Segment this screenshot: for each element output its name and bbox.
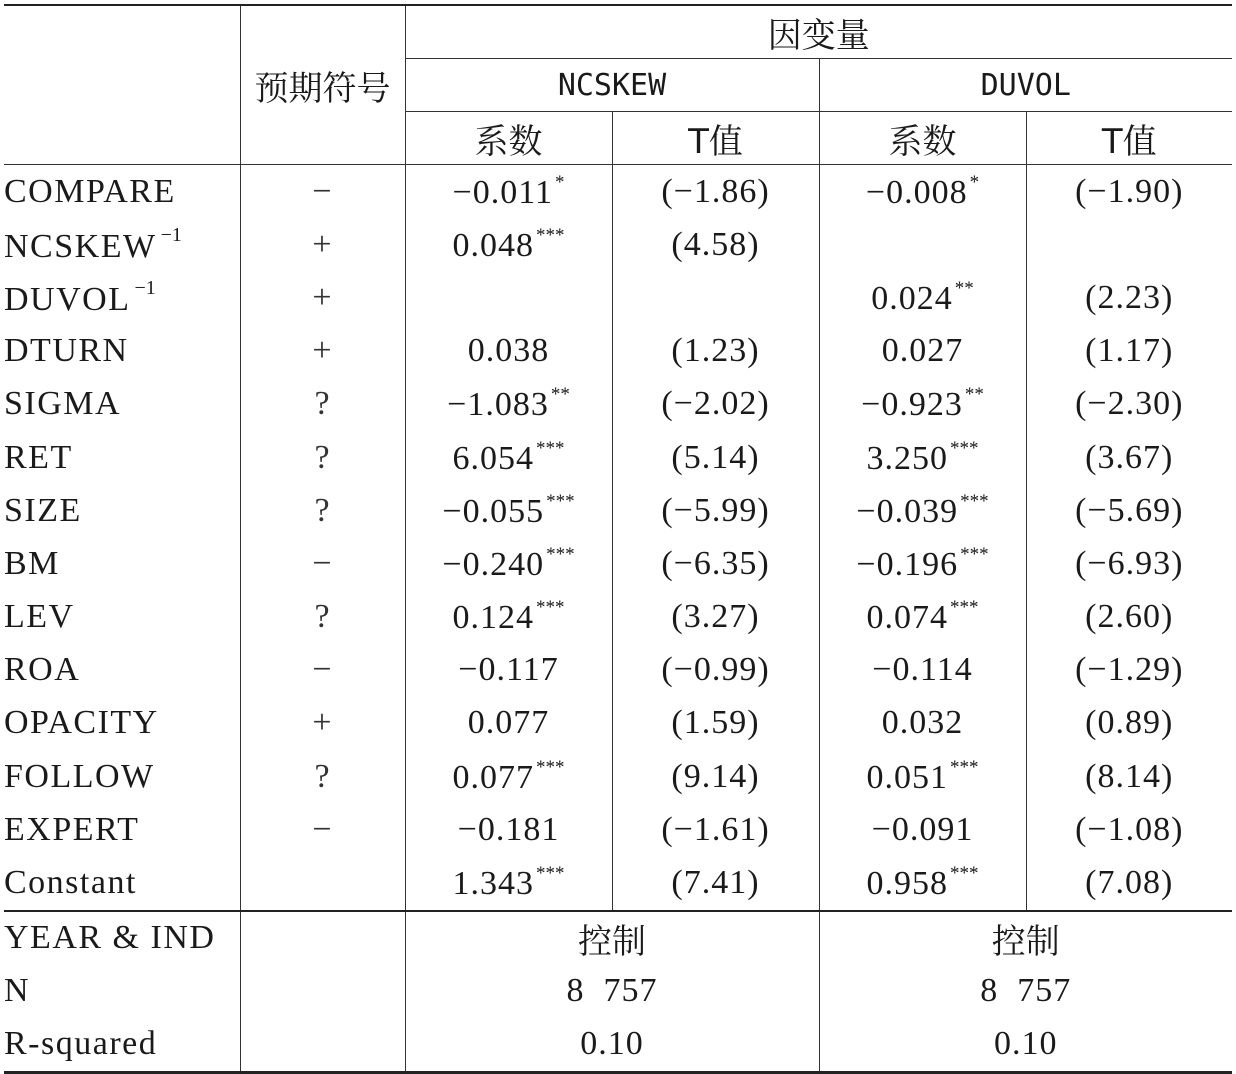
expected-sign-cell: + [240, 218, 405, 271]
coef-value: 0.038 [467, 332, 550, 370]
table-row [4, 325, 1232, 378]
coef-cell-ncskew [405, 803, 612, 856]
table-row [4, 218, 1232, 271]
expected-sign-cell: + [240, 697, 405, 750]
summary-value-duvol: 8 757 [819, 965, 1232, 1018]
summary-label: YEAR & IND [4, 911, 240, 965]
significance-stars: *** [950, 597, 979, 619]
expected-sign-cell: ? [240, 750, 405, 803]
table-row [4, 537, 1232, 590]
coef-cell-duvol [819, 165, 1026, 219]
variable-name-cell [4, 165, 240, 219]
variable-name-cell [4, 378, 240, 431]
t-value-cell-duvol: (3.67) [1026, 431, 1232, 484]
coef-value: 0.077 [467, 704, 550, 742]
table-row [4, 271, 1232, 324]
summary-value-ncskew: 控制 [405, 911, 819, 965]
summary-value-duvol: 控制 [819, 911, 1232, 965]
summary-row [4, 965, 1232, 1018]
coef-cell-ncskew [405, 591, 612, 644]
coef-cell-duvol [819, 218, 1026, 271]
t-value-cell-ncskew: (−5.99) [612, 484, 819, 537]
table-row [4, 591, 1232, 644]
t-value-cell-ncskew [612, 271, 819, 324]
summary-sign-cell [240, 1018, 405, 1073]
table-row [4, 803, 1232, 856]
coef-cell-duvol [819, 750, 1026, 803]
model-header-duvol: DUVOL [819, 59, 1232, 112]
variable-name-cell [4, 803, 240, 856]
coef-value: 0.048 [452, 226, 534, 264]
summary-value-ncskew: 0.10 [405, 1018, 819, 1073]
t-value-cell-ncskew: (−1.86) [612, 165, 819, 219]
header-corner-cell [4, 5, 240, 165]
t-value-cell-duvol: (2.23) [1026, 271, 1232, 324]
table-row [4, 750, 1232, 803]
expected-sign-cell: − [240, 803, 405, 856]
t-value-cell-ncskew: (−1.61) [612, 803, 819, 856]
coef-header-ncskew: 系数 [405, 112, 612, 165]
significance-stars: *** [950, 437, 979, 459]
coef-value: −0.039 [856, 492, 959, 530]
table-row [4, 378, 1232, 431]
t-value-cell-duvol: (7.08) [1026, 856, 1232, 910]
coef-cell-duvol [819, 431, 1026, 484]
variable-name-cell [4, 697, 240, 750]
t-value-cell-ncskew: (1.23) [612, 325, 819, 378]
t-value-cell-duvol: (1.17) [1026, 325, 1232, 378]
coef-value: 0.032 [881, 704, 964, 742]
variable-name: EXPERT [4, 810, 140, 848]
coef-value: −0.055 [442, 492, 545, 530]
summary-sign-cell [240, 911, 405, 965]
coef-value: −0.240 [442, 545, 545, 583]
expected-sign-cell: − [240, 644, 405, 697]
coefficient-rows [4, 165, 1232, 911]
expected-sign-cell: + [240, 325, 405, 378]
variable-name-cell [4, 218, 240, 271]
variable-name-cell [4, 537, 240, 590]
expected-sign-cell: − [240, 165, 405, 219]
t-value-cell-duvol: (−1.29) [1026, 644, 1232, 697]
variable-name: NCSKEW [4, 227, 157, 265]
expected-sign-cell: + [240, 271, 405, 324]
coef-value: −0.181 [457, 810, 560, 848]
expected-sign-cell: ? [240, 378, 405, 431]
significance-stars: *** [536, 756, 565, 778]
coef-value: −0.196 [856, 545, 959, 583]
coef-value: −0.923 [861, 386, 963, 424]
table-row [4, 644, 1232, 697]
variable-name: Constant [4, 864, 137, 902]
coef-value: 0.077 [452, 758, 534, 796]
t-value-cell-ncskew: (−2.02) [612, 378, 819, 431]
summary-label: N [4, 972, 31, 1010]
variable-name: SIZE [4, 491, 82, 529]
t-value-cell-ncskew: (−6.35) [612, 537, 819, 590]
coef-cell-duvol [819, 271, 1026, 324]
expected-sign-header: 预期符号 [240, 5, 405, 165]
expected-sign-cell [240, 856, 405, 910]
t-value-cell-ncskew: (3.27) [612, 591, 819, 644]
expected-sign-cell: ? [240, 591, 405, 644]
coef-value: 0.124 [452, 599, 534, 637]
coef-value: −0.114 [872, 651, 973, 689]
variable-name-cell [4, 644, 240, 697]
variable-name-cell [4, 750, 240, 803]
t-value-cell-duvol [1026, 218, 1232, 271]
coef-value: 1.343 [452, 865, 534, 903]
coef-cell-duvol [819, 591, 1026, 644]
variable-name: DTURN [4, 332, 129, 370]
expected-sign-cell: ? [240, 431, 405, 484]
coef-cell-ncskew [405, 431, 612, 484]
summary-row [4, 911, 1232, 965]
summary-value-duvol: 0.10 [819, 1018, 1232, 1073]
lag-superscript: −1 [160, 223, 182, 246]
variable-name: SIGMA [4, 385, 122, 423]
table-row [4, 431, 1232, 484]
t-value-cell-ncskew: (4.58) [612, 218, 819, 271]
variable-name-cell [4, 484, 240, 537]
coef-cell-duvol [819, 537, 1026, 590]
summary-sign-cell [240, 965, 405, 1018]
t-value-cell-duvol: (0.89) [1026, 697, 1232, 750]
coef-value: 0.051 [866, 758, 948, 796]
coef-cell-ncskew [405, 378, 612, 431]
coef-value: 0.027 [881, 332, 964, 370]
t-value-cell-duvol: (−6.93) [1026, 537, 1232, 590]
summary-row [4, 1018, 1232, 1073]
t-header-duvol: T值 [1026, 112, 1232, 165]
significance-stars: *** [960, 543, 989, 565]
t-value-cell-duvol: (−1.08) [1026, 803, 1232, 856]
coef-value: 0.074 [866, 599, 948, 637]
table-row [4, 484, 1232, 537]
regression-table [4, 4, 1232, 1074]
significance-stars: *** [950, 756, 979, 778]
significance-stars: ** [964, 384, 984, 406]
variable-name: FOLLOW [4, 757, 155, 795]
variable-name: DUVOL [4, 280, 131, 318]
t-value-cell-duvol: (−1.90) [1026, 165, 1232, 219]
t-value-cell-ncskew: (1.59) [612, 697, 819, 750]
t-value-cell-duvol: (−2.30) [1026, 378, 1232, 431]
significance-stars: *** [536, 224, 565, 246]
coef-cell-ncskew [405, 644, 612, 697]
coef-cell-ncskew [405, 856, 612, 910]
variable-name-cell [4, 271, 240, 324]
t-value-cell-duvol: (2.60) [1026, 591, 1232, 644]
summary-label: R-squared [4, 1025, 158, 1063]
coef-cell-duvol [819, 484, 1026, 537]
coef-cell-duvol [819, 856, 1026, 910]
variable-name: ROA [4, 651, 81, 689]
coef-cell-duvol [819, 325, 1026, 378]
coef-cell-duvol [819, 697, 1026, 750]
summary-value-ncskew: 8 757 [405, 965, 819, 1018]
t-value-cell-duvol: (−5.69) [1026, 484, 1232, 537]
table-row [4, 856, 1232, 910]
coef-cell-ncskew [405, 325, 612, 378]
lag-superscript: −1 [134, 276, 156, 299]
t-value-cell-ncskew: (7.41) [612, 856, 819, 910]
table-row [4, 697, 1232, 750]
expected-sign-cell: − [240, 537, 405, 590]
coef-cell-ncskew [405, 165, 612, 219]
coef-cell-ncskew [405, 484, 612, 537]
t-value-cell-ncskew: (−0.99) [612, 644, 819, 697]
dependent-variable-header: 因变量 [405, 5, 1232, 59]
coef-value: −0.091 [871, 810, 974, 848]
coef-cell-ncskew [405, 697, 612, 750]
coef-value: 0.958 [866, 865, 948, 903]
variable-name: OPACITY [4, 704, 159, 742]
variable-name: COMPARE [4, 172, 176, 210]
significance-stars: *** [546, 490, 575, 512]
variable-name: RET [4, 438, 73, 476]
coef-cell-ncskew [405, 537, 612, 590]
coef-value: −1.083 [447, 386, 549, 424]
summary-rows [4, 911, 1232, 1073]
significance-stars: *** [536, 863, 565, 885]
coef-cell-ncskew [405, 271, 612, 324]
coef-value: 6.054 [452, 439, 534, 477]
t-value-cell-duvol: (8.14) [1026, 750, 1232, 803]
coef-header-duvol: 系数 [819, 112, 1026, 165]
significance-stars: *** [950, 863, 979, 885]
variable-name: BM [4, 544, 60, 582]
significance-stars: *** [536, 597, 565, 619]
coef-cell-ncskew [405, 750, 612, 803]
variable-name-cell [4, 325, 240, 378]
significance-stars: * [969, 171, 980, 193]
coef-value: 3.250 [866, 439, 948, 477]
coef-value: −0.117 [458, 651, 559, 689]
variable-name-cell [4, 591, 240, 644]
significance-stars: *** [960, 490, 989, 512]
variable-name: LEV [4, 598, 75, 636]
coef-cell-duvol [819, 803, 1026, 856]
coef-cell-duvol [819, 644, 1026, 697]
significance-stars: *** [546, 543, 575, 565]
t-value-cell-ncskew: (9.14) [612, 750, 819, 803]
table-row [4, 165, 1232, 219]
significance-stars: *** [536, 437, 565, 459]
header-row-1 [4, 5, 1232, 59]
coef-cell-duvol [819, 378, 1026, 431]
significance-stars: * [554, 171, 565, 193]
coef-value: −0.008 [865, 173, 968, 211]
expected-sign-cell: ? [240, 484, 405, 537]
t-value-cell-ncskew: (5.14) [612, 431, 819, 484]
significance-stars: ** [954, 277, 974, 299]
coef-cell-ncskew [405, 218, 612, 271]
variable-name-cell [4, 431, 240, 484]
model-header-ncskew: NCSKEW [405, 59, 819, 112]
variable-name-cell [4, 856, 240, 910]
coef-value: 0.024 [871, 279, 953, 317]
coef-value: −0.011 [452, 173, 553, 211]
significance-stars: ** [550, 384, 570, 406]
t-header-ncskew: T值 [612, 112, 819, 165]
